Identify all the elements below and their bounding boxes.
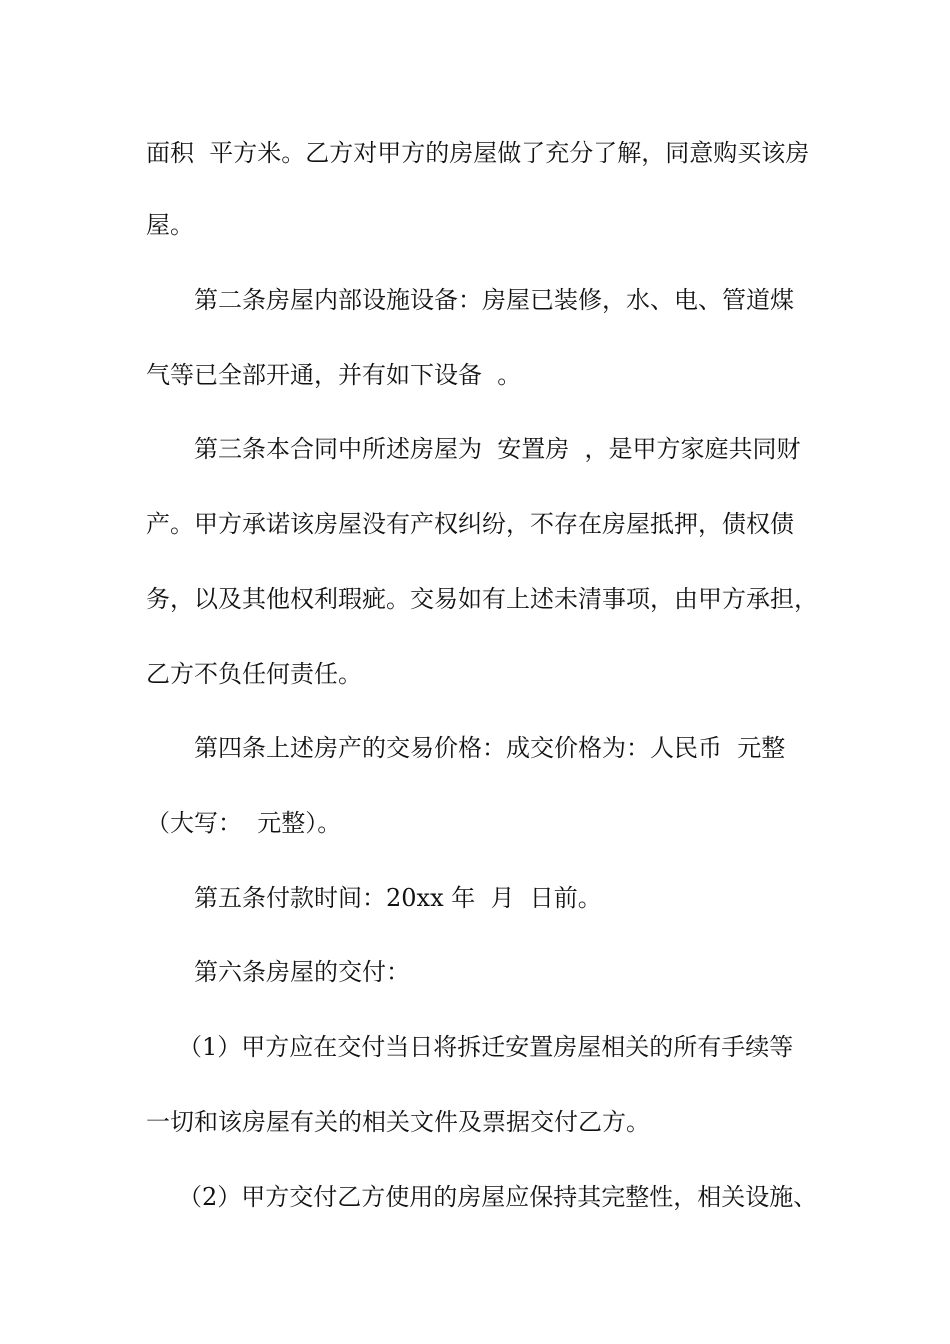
paragraph-line: 气等已全部开通，并有如下设备 。	[146, 361, 522, 389]
paragraph-line: 第三条本合同中所述房屋为 安置房 ，是甲方家庭共同财	[194, 435, 801, 463]
paragraph-line: 第六条房屋的交付：	[194, 958, 410, 986]
paragraph-line: （大写： 元整）。	[146, 809, 342, 837]
paragraph-line: 乙方不负任何责任。	[146, 660, 362, 688]
paragraph-line: 屋。	[146, 211, 194, 239]
paragraph-line: 第五条付款时间：20xx 年 月 日前。	[194, 884, 602, 912]
paragraph-line: 产。甲方承诺该房屋没有产权纠纷，不存在房屋抵押，债权债	[146, 510, 794, 538]
paragraph-line: 面积 平方米。乙方对甲方的房屋做了充分了解，同意购买该房	[146, 139, 810, 167]
paragraph-line: 务，以及其他权利瑕疵。交易如有上述未清事项，由甲方承担，	[146, 585, 818, 613]
paragraph-line: （1）甲方应在交付当日将拆迁安置房屋相关的所有手续等	[178, 1033, 794, 1061]
paragraph-line: 第四条上述房产的交易价格：成交价格为：人民币 元整	[194, 734, 786, 762]
paragraph-line: 第二条房屋内部设施设备：房屋已装修，水、电、管道煤	[194, 286, 794, 314]
paragraph-line: （2）甲方交付乙方使用的房屋应保持其完整性，相关设施、	[178, 1183, 818, 1211]
paragraph-line: 一切和该房屋有关的相关文件及票据交付乙方。	[146, 1108, 650, 1136]
